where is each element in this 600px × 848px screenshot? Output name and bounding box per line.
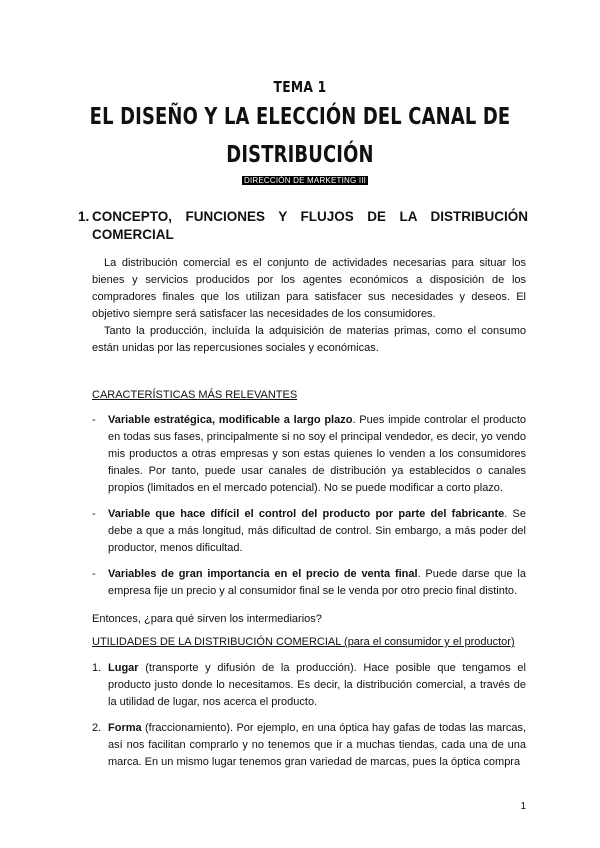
section-number: 1.	[78, 209, 90, 224]
utilities-list	[92, 660, 526, 780]
bullet-dash: -	[92, 508, 96, 520]
bullet-dash: -	[92, 568, 96, 580]
paragraph-definition: La distribución comercial es el conjunto de actividades necesarias para situar los bienes y servicios producidos por los agentes económicos a disposición de los compradores finales que los utilizan para satisfacer sus necesidades y deseos. El objetivo siempre será satisfacer las necesidades de los consumidores.	[92, 257, 526, 320]
characteristics-title: CARACTERÍSTICAS MÁS RELEVANTES	[92, 389, 298, 401]
list-item	[92, 506, 526, 557]
list-item	[92, 720, 526, 771]
bullet-dash: -	[92, 414, 96, 426]
list-item-number: 2.	[92, 722, 102, 734]
list-item-bold: Forma	[108, 722, 142, 734]
section-heading-text: CONCEPTO, FUNCIONES Y FLUJOS DE LA DISTRIBUCIÓN COMERCIAL	[92, 209, 528, 242]
list-item-text: (fraccionamiento). Por ejemplo, en una óptica hay gafas de todas las marcas, así nos facilitan comprarlo y no tenemos que ir a muchas tiendas, cada una de una marca. En un mismo lugar tenemos gran variedad de marcas, pues la óptica compra	[108, 722, 526, 768]
list-item-bold: Lugar	[108, 662, 139, 674]
utilities-title: UTILIDADES DE LA DISTRIBUCIÓN COMERCIAL (para el consumidor y el productor)	[92, 636, 515, 648]
list-item-text: . Pues impide controlar el producto en todas sus fases, principalmente si no soy el principal vendedor, es decir, yo vendo mis productos a otras empresas y son estas quienes lo venden a los consumidores finales. Por tanto, puede usar canales de distribución ya establecidos o canales propios (limitados en el mercado potencial). No se puede modificar a corto plazo.	[108, 414, 526, 494]
list-item-bold: Variable estratégica, modificable a largo plazo	[108, 414, 353, 426]
list-item	[92, 660, 526, 711]
list-item	[92, 566, 526, 600]
page-number: 1	[520, 801, 526, 812]
list-item-text: . Se debe a que a más longitud, más dificultad de control. Sin embargo, a más poder del productor, menos dificultad.	[108, 508, 526, 554]
page-title-line-1: EL DISEÑO Y LA ELECCIÓN DEL CANAL DE	[89, 104, 511, 130]
list-item	[92, 412, 526, 497]
page-title-line-2: DISTRIBUCIÓN	[226, 142, 374, 168]
list-item-text: (transporte y difusión de la producción). Hace posible que tengamos el producto justo donde lo necesitamos. Es decir, la distribución comercial, a través de la utilidad de lugar, nos acerca el producto.	[108, 662, 526, 708]
question-text: Entonces, ¿para qué sirven los intermediarios?	[92, 613, 322, 625]
subject-badge: DIRECCIÓN DE MARKETING III	[244, 176, 367, 185]
list-item-number: 1.	[92, 662, 102, 674]
list-item-bold: Variable que hace difícil el control del producto por parte del fabricante	[108, 508, 505, 520]
paragraph-production: Tanto la producción, incluída la adquisición de materias primas, como el consumo están unidas por las repercusiones sociales y económicas.	[92, 325, 526, 354]
list-item-text: . Puede darse que la empresa fije un precio y al consumidor final se le venda por otro precio final distinto.	[108, 568, 526, 597]
list-item-bold: Variables de gran importancia en el precio de venta final	[108, 568, 418, 580]
topic-label: TEMA 1	[273, 78, 327, 96]
section-heading	[78, 208, 528, 244]
characteristics-list	[92, 412, 526, 609]
